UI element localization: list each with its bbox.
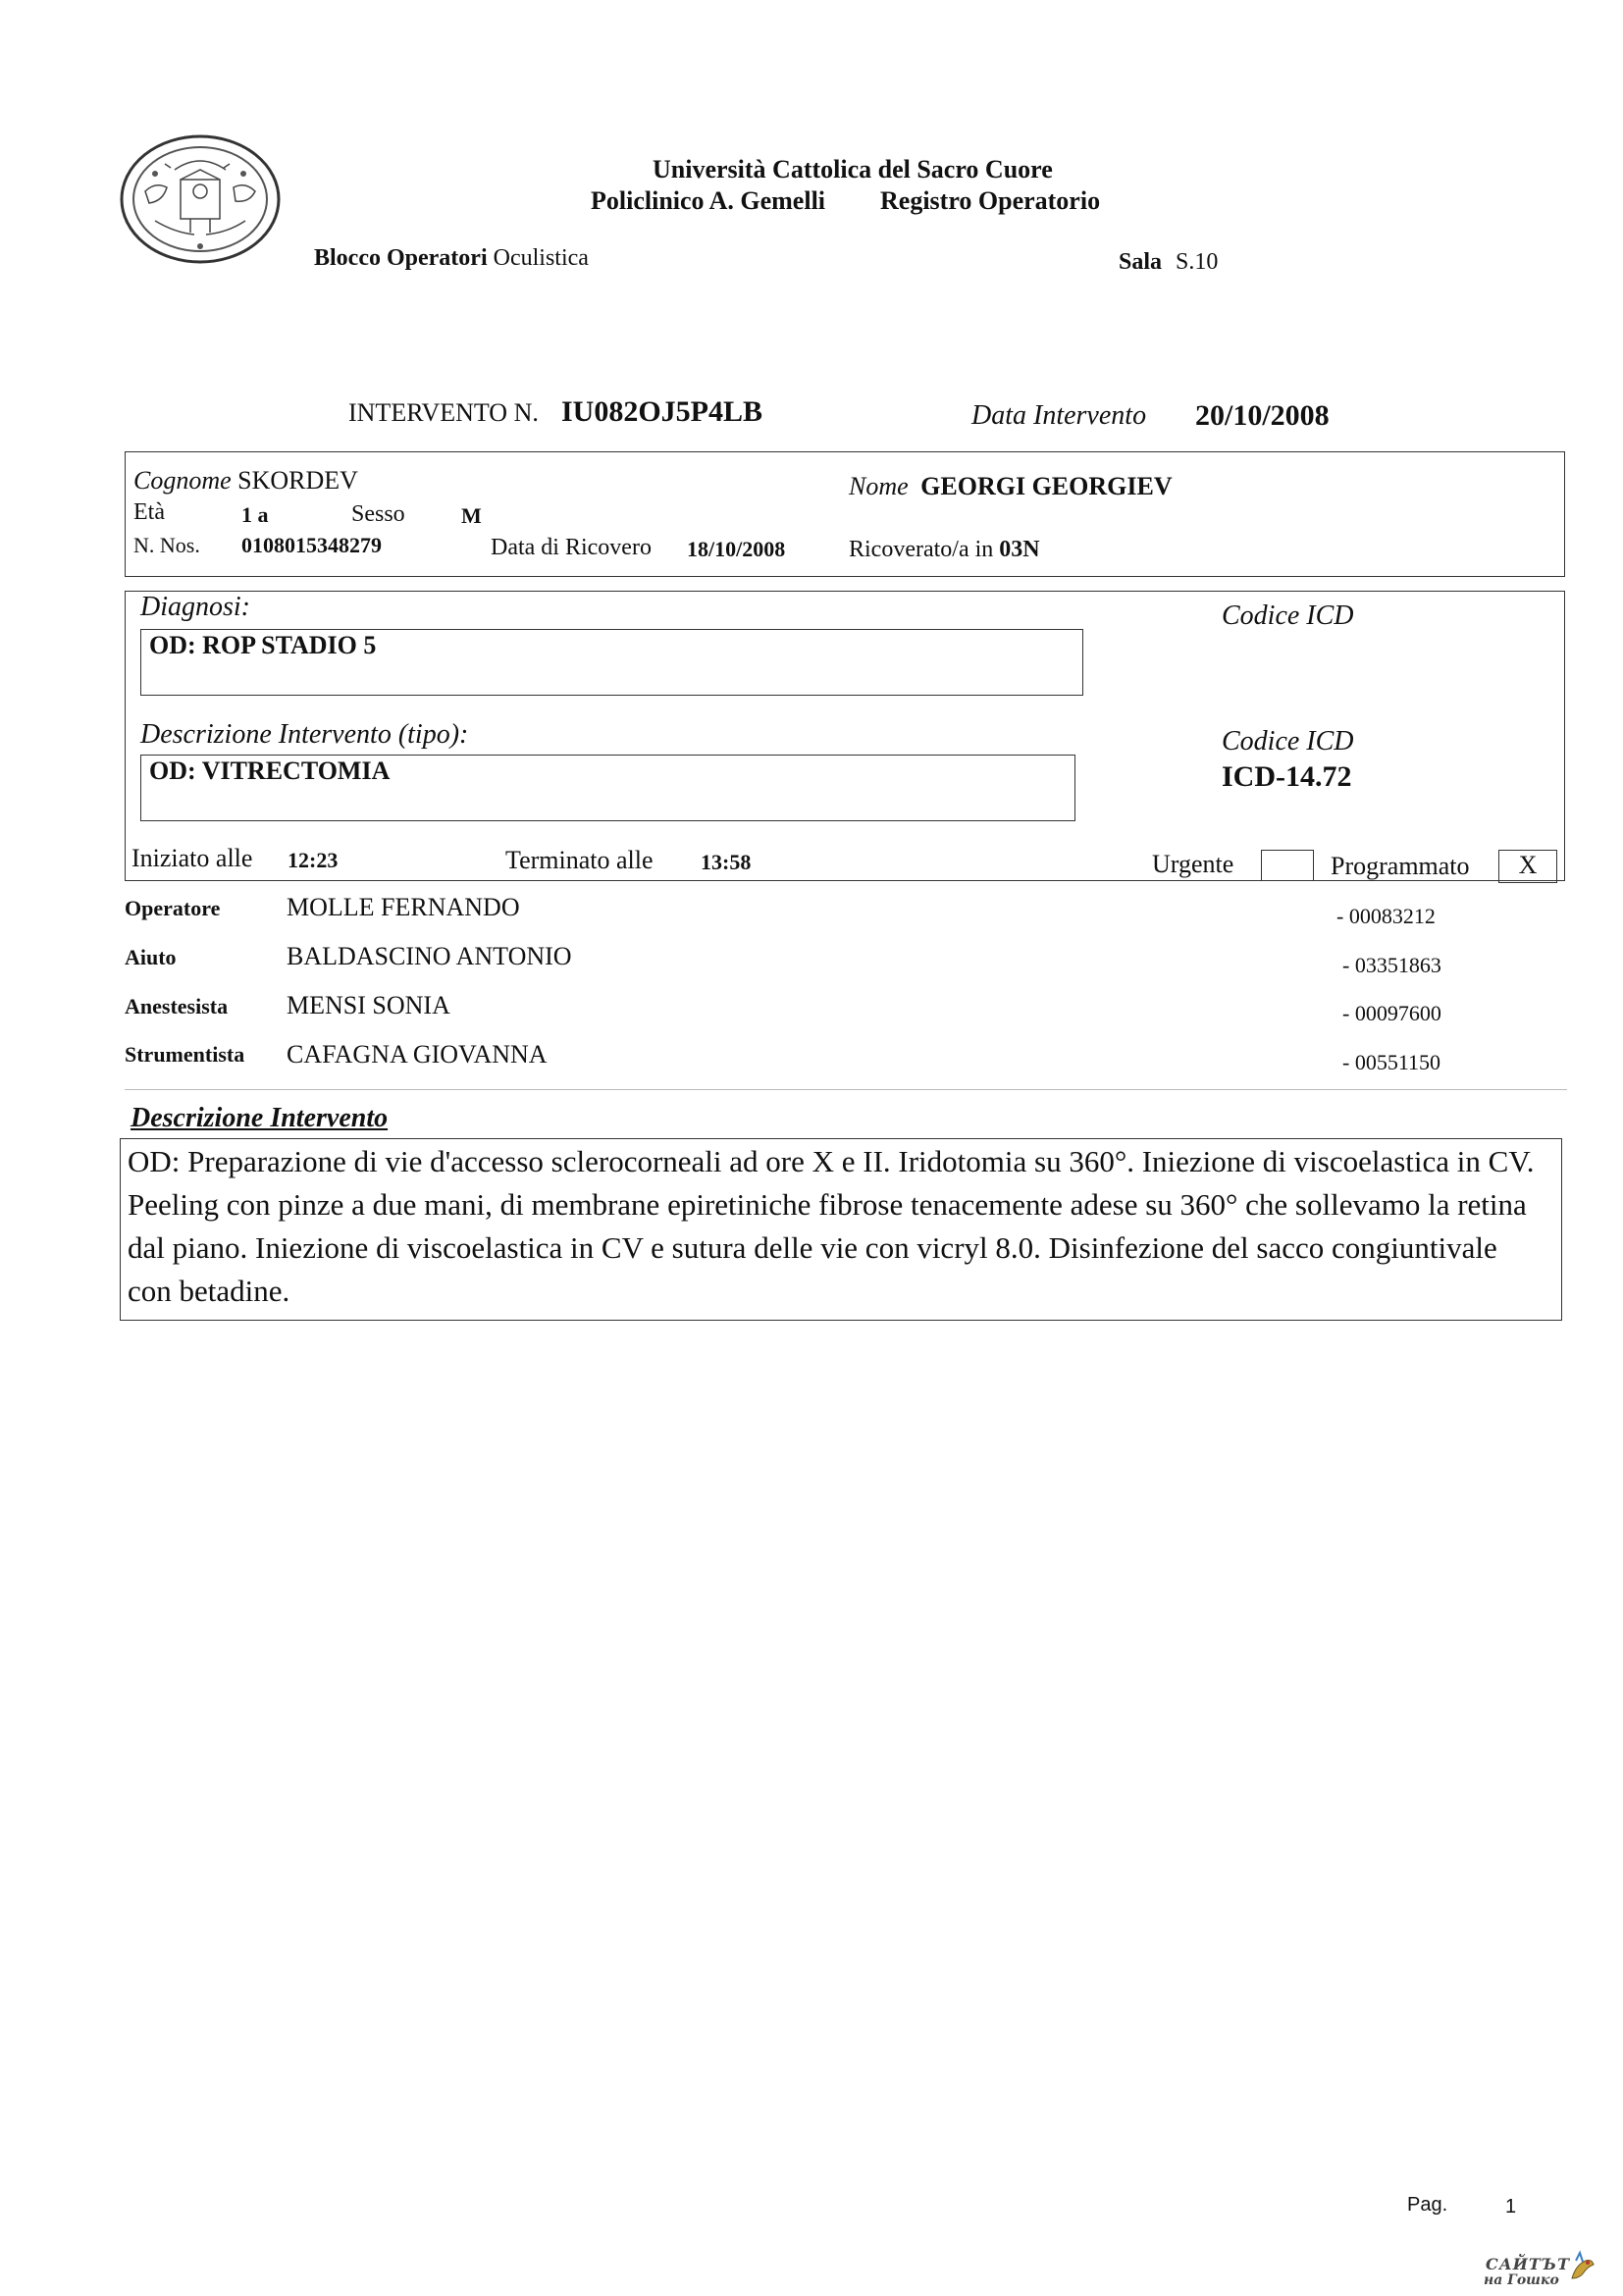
- diagnosis-value: OD: ROP STADIO 5: [149, 631, 377, 659]
- ward-value: 03N: [999, 537, 1040, 562]
- watermark-line2: на Гошко: [1484, 2272, 1559, 2288]
- intervention-date-label: Data Intervento: [971, 400, 1147, 431]
- staff-code: - 00083212: [1336, 904, 1436, 928]
- ward-field: [849, 537, 1040, 563]
- description-label: Descrizione Intervento: [131, 1103, 389, 1133]
- surname-field: [133, 466, 358, 496]
- nos-value: 0108015348279: [241, 533, 382, 557]
- urgent-checkbox[interactable]: [1261, 850, 1314, 881]
- intervention-date: 20/10/2008: [1195, 399, 1330, 432]
- admission-value: 18/10/2008: [687, 537, 786, 561]
- diagnosis-icd-label: Codice ICD: [1222, 600, 1354, 631]
- page-label: Pag.: [1407, 2194, 1448, 2216]
- block-label-dept: Oculistica: [493, 245, 589, 271]
- urgent-label: Urgente: [1152, 850, 1234, 878]
- sex-label: Sesso: [351, 501, 405, 527]
- room-label-key: Sala: [1119, 249, 1163, 275]
- university-name: Università Cattolica del Sacro Cuore: [653, 155, 1053, 183]
- sex-value: M: [461, 503, 482, 528]
- age-label: Età: [133, 499, 165, 525]
- staff-code: - 00551150: [1342, 1050, 1441, 1074]
- end-label: Terminato alle: [505, 846, 654, 874]
- hospital-name: Policlinico A. Gemelli: [591, 186, 826, 215]
- staff-code: - 00097600: [1342, 1001, 1441, 1025]
- room-value: S.10: [1176, 249, 1219, 275]
- age-value: 1 a: [241, 502, 269, 527]
- procedure-icd-label: Codice ICD: [1222, 726, 1354, 757]
- divider: [125, 1089, 1567, 1090]
- surname-value: SKORDEV: [237, 466, 358, 495]
- staff-name: MENSI SONIA: [287, 991, 450, 1019]
- block-label: [314, 245, 589, 272]
- intervention-number-label: INTERVENTO N.: [348, 398, 539, 427]
- start-label: Iniziato alle: [131, 844, 253, 872]
- register-title: Registro Operatorio: [880, 186, 1101, 215]
- scheduled-label: Programmato: [1331, 852, 1470, 880]
- block-label-bold: Blocco Operatori: [314, 245, 488, 271]
- admission-label: Data di Ricovero: [491, 535, 652, 560]
- bird-logo-icon: [1566, 2249, 1596, 2289]
- name-label: Nome: [849, 472, 909, 500]
- end-time: 13:58: [701, 850, 752, 874]
- room-label: [1119, 249, 1218, 276]
- staff-name: BALDASCINO ANTONIO: [287, 942, 572, 970]
- start-time: 12:23: [288, 848, 339, 872]
- staff-role: Anestesista: [125, 994, 229, 1018]
- description-text: OD: Preparazione di vie d'accesso sclerocorneali ad ore X e II. Iridotomia su 360°. Iniezione di viscoelastica in CV. Peeling con pinze a due mani, di membrane epiretiniche fibrose tenacemente adese su 360° che sollevamo la retina dal piano. Iniezione di viscoelastica in CV e sutura delle vie con vicryl 8.0. Disinfezione del sacco congiuntivale con betadine.: [128, 1144, 1535, 1308]
- watermark-line1: САЙТЪТ: [1486, 2255, 1570, 2273]
- name-field: [849, 472, 1173, 501]
- intervention-number: IU082OJ5P4LB: [561, 395, 763, 428]
- procedure-icd-value: ICD-14.72: [1222, 760, 1352, 793]
- staff-name: MOLLE FERNANDO: [287, 893, 520, 921]
- surname-label: Cognome: [133, 466, 232, 495]
- staff-code: - 03351863: [1342, 953, 1441, 977]
- staff-role: Operatore: [125, 896, 221, 920]
- scheduled-checkbox[interactable]: X: [1498, 850, 1557, 883]
- page-number: 1: [1505, 2196, 1517, 2218]
- ward-label: Ricoverato/a in: [849, 537, 994, 562]
- staff-name: CAFAGNA GIOVANNA: [287, 1040, 548, 1069]
- staff-role: Strumentista: [125, 1042, 245, 1067]
- university-seal-icon: [116, 130, 285, 268]
- name-value: GEORGI GEORGIEV: [920, 472, 1173, 500]
- procedure-value: OD: VITRECTOMIA: [149, 757, 391, 785]
- staff-role: Aiuto: [125, 945, 177, 969]
- diagnosis-label: Diagnosi:: [140, 592, 250, 622]
- nos-label: N. Nos.: [133, 533, 200, 557]
- procedure-label: Descrizione Intervento (tipo):: [140, 719, 469, 750]
